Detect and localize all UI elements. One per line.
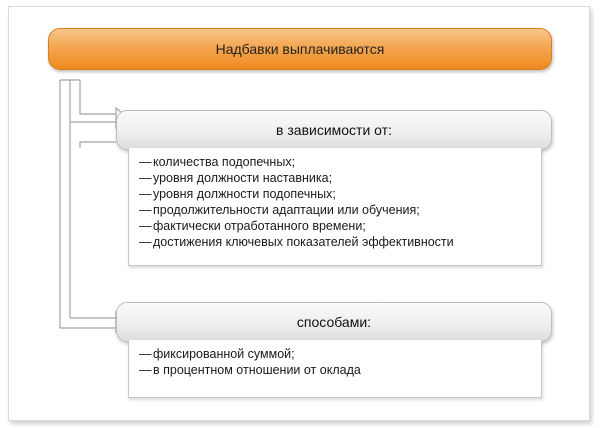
list-item: — достижения ключевых показателей эффективности (139, 235, 454, 249)
header-title-box (48, 28, 552, 70)
dependency-list-box (128, 148, 542, 266)
connector-line-dependency-top (80, 80, 128, 114)
dependency-list (139, 154, 533, 250)
list-item: — уровня должности наставника; (139, 171, 333, 185)
list-item: — фиксированной суммой; (139, 347, 295, 361)
connector-line-return (80, 142, 116, 148)
methods-section-box (116, 302, 552, 342)
list-item: — продолжительности адаптации или обучения; (139, 203, 420, 217)
methods-title: способами: (296, 314, 372, 330)
list-item: — фактически отработанного времени; (139, 219, 366, 233)
dependency-title: в зависимости от: (276, 122, 392, 138)
list-item: — уровня должности подопечных; (139, 187, 336, 201)
methods-list (139, 346, 533, 378)
list-item: — количества подопечных; (139, 155, 296, 169)
header-title: Надбавки выплачиваются (215, 41, 385, 57)
dependency-section-box (116, 110, 552, 150)
methods-list-box (128, 340, 542, 398)
list-item: — в процентном отношении от оклада (139, 363, 361, 377)
